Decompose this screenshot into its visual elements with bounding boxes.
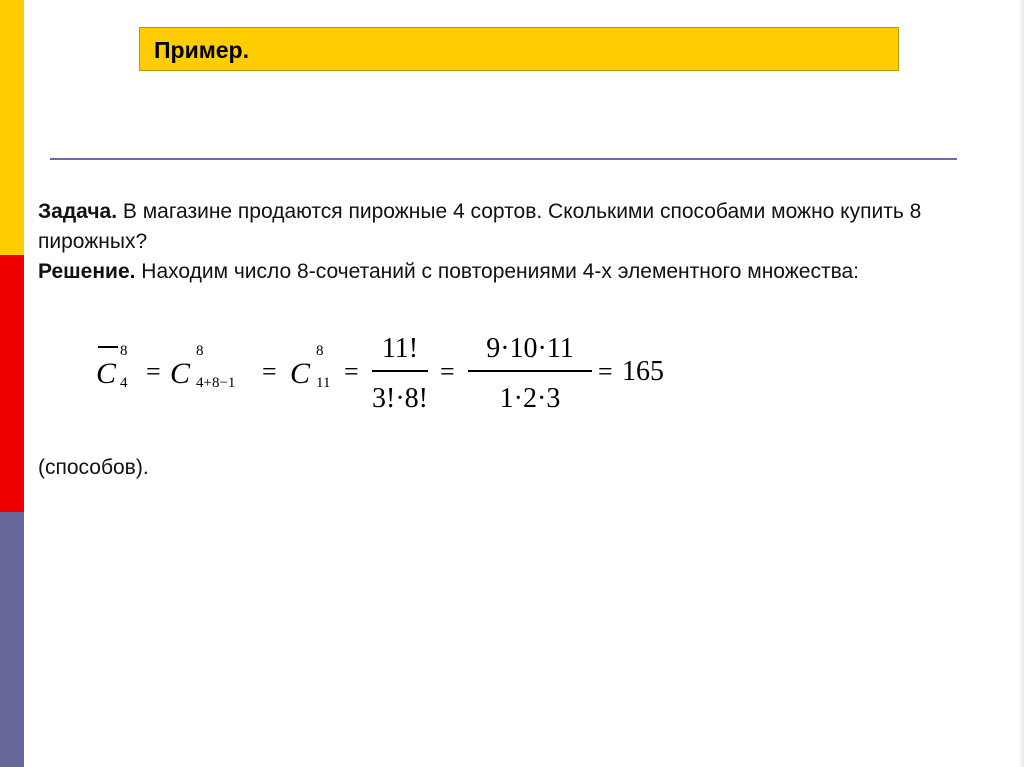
combination-formula (90, 325, 690, 425)
title-divider (50, 158, 957, 160)
c-symbol-3: C (290, 357, 311, 390)
sub-3: 11 (316, 375, 331, 391)
accent-bar-blue (0, 512, 24, 767)
accent-bar-red (0, 255, 24, 512)
equals-3: = (344, 357, 359, 386)
equals-4: = (440, 357, 455, 386)
accent-bar-yellow (0, 0, 24, 255)
equals-1: = (146, 357, 161, 386)
task-text: В магазине продаются пирожные 4 сортов. Сколькими способами можно купить 8 пирожных? (38, 200, 922, 253)
slide-edge-shadow (1018, 0, 1024, 767)
sub-1: 4 (120, 375, 128, 391)
slide-title: Пример. (154, 37, 249, 63)
sup-2: 8 (196, 343, 204, 359)
c-symbol-1: C (96, 357, 117, 390)
solution-text: Находим число 8-сочетаний с повторениями 4-х элементного множества: (135, 260, 860, 283)
frac1-denominator: 3!·8! (372, 383, 428, 414)
c-symbol-2: C (170, 357, 191, 390)
sup-1: 8 (120, 343, 128, 359)
task-label: Задача. (38, 200, 118, 223)
units-text: (способов). (38, 456, 149, 479)
task-paragraph (38, 197, 958, 287)
slide-title-box (139, 27, 899, 71)
frac2-numerator: 9·10·11 (486, 333, 574, 364)
equals-5: = (598, 357, 613, 386)
frac2-denominator: 1·2·3 (499, 383, 561, 414)
sup-3: 8 (316, 343, 324, 359)
equals-2: = (262, 357, 277, 386)
solution-label: Решение. (38, 260, 136, 283)
frac1-numerator: 11! (381, 333, 419, 364)
sub-2: 4+8−1 (196, 375, 236, 391)
formula-result: 165 (622, 356, 664, 387)
